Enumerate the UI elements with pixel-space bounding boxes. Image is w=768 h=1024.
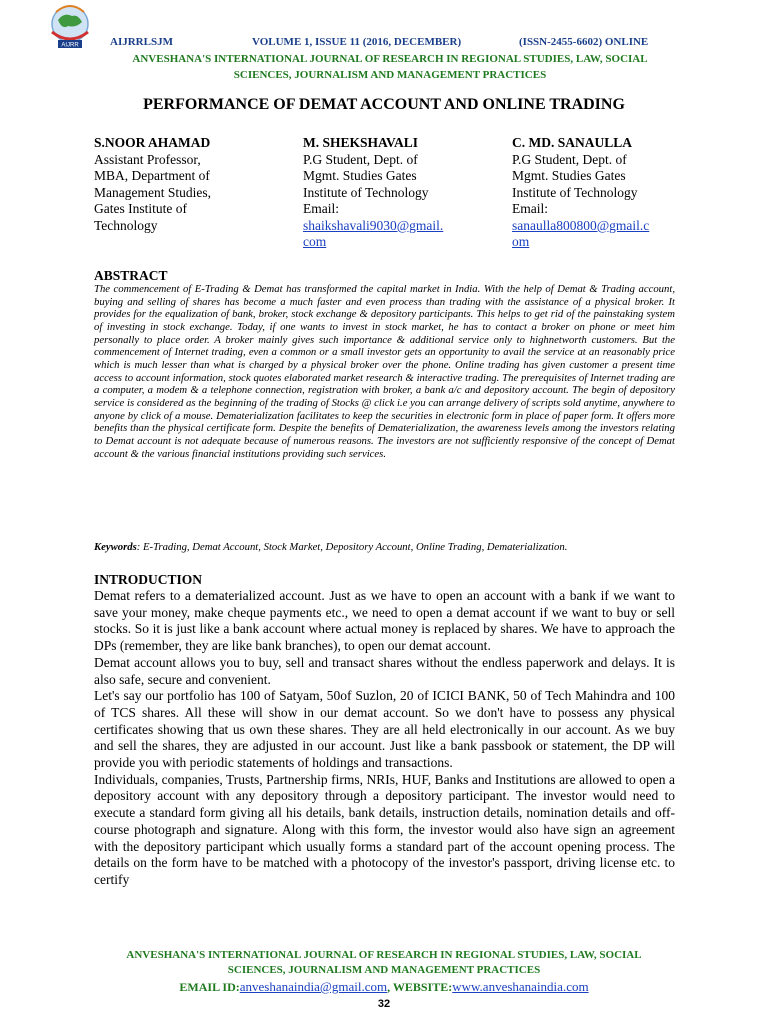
author-affiliation: Gates Institute of	[94, 201, 187, 216]
author-3	[512, 135, 722, 251]
paragraph: Let's say our portfolio has 100 of Satyam, 50of Suzlon, 20 of ICICI BANK, 50 of Tech Mahindra and 100 of TCS shares. All these will show in our demat account. So we don't have to possess any physical certificates showing that us own these shares. They are all held electronically in our account. As we buy and sell the shares, they are adjusted in our account. Just like a bank passbook or statement, the DP will provide you with periodic statements of holdings and transactions.	[94, 688, 675, 771]
keywords-label: Keywords	[94, 541, 137, 553]
journal-code: AIJRRLSJM	[110, 36, 173, 48]
paper-title: PERFORMANCE OF DEMAT ACCOUNT AND ONLINE TRADING	[143, 96, 625, 113]
footer-contact	[0, 979, 768, 995]
author-email-link[interactable]: sanaulla800800@gmail.c	[512, 217, 650, 233]
paragraph: Demat refers to a dematerialized account. Just as we have to open an account with a bank if we want to save your money, make cheque payments etc., we need to open a demat account if we want to buy or sell stocks. So it is just like a bank account where actual money is replaced by shares. We have to approach the DPs (remember, they are like bank branches), to open our demat account.	[94, 588, 675, 654]
keywords-list: : E-Trading, Demat Account, Stock Market, Depository Account, Online Trading, Dematerialization.	[136, 541, 568, 553]
paragraph: Individuals, companies, Trusts, Partnership firms, NRIs, HUF, Banks and Institutions are allowed to open a depository account with any depository through a depository participant. The investor would need to execute a standard form giving all his details, bank details, instruction details, nomination details and off-course photograph and signature. Along with this form, the investor would also have sign an agreement with the depository participant which usually forms a standard part of the account opening process. The details on the form have to be matched with a photocopy of the investor's passport, driving license etc. to certify	[94, 771, 675, 887]
footer-website-link[interactable]: www.anveshanaindia.com	[452, 979, 589, 994]
introduction-body	[94, 588, 675, 889]
author-affiliation: Mgmt. Studies Gates	[303, 168, 417, 183]
footer-journal-line1: ANVESHANA'S INTERNATIONAL JOURNAL OF RESEARCH IN REGIONAL STUDIES, LAW, SOCIAL	[126, 949, 642, 961]
author-1	[94, 135, 304, 234]
author-affiliation: Mgmt. Studies Gates	[512, 168, 626, 183]
abstract-text: The commencement of E-Trading & Demat has transformed the capital market in India. With the help of Demat & Trading account, buying and selling of shares has become a much faster and even process than trading with the assistance of a physical broker. It provides for the equalization of bank, broker, stock exchange & depository participants. This helps to get rid of the painstaking system of investing in stock exchange. Today, if one wants to invest in stock market, he has to contact a broker on phone or meet him personally to place order. A broker mainly gives such importance & additional service only to highnetworth customers. But the commencement of Internet trading, even a common or a small investor gets an opportunity to avail the service at an reasonably price which is much lesser than what is charged by a physical broker over the phone. Online trading has given customer a present time access to account information, stock quotes elaborated market research & interactive trading. The prerequisites of Internet trading are a computer, a modem & a telephone connection, registration with broker, a bank a/c and depository account. The begin of depository service is considered as the beginning of the trading of Stocks @ click i.e you can arrange delivery of scripts sold anytime, anywhere to anyone by click of a mouse. Dematerialization facilitates to keep the securities in electronic form in place of paper form. It offers more benefits than the physical certificate form. Despite the benefits of Dematerialization, the awareness levels among the investors relating to Demat account is not adequate because of numerous reasons. The investors are not sufficiently responsive of the concept of Demat account & the various financial institutions providing such services.	[94, 283, 675, 460]
author-affiliation: Institute of Technology	[512, 184, 638, 200]
author-affiliation: MBA, Department of	[94, 168, 210, 183]
author-affiliation: Institute of Technology	[303, 184, 429, 200]
author-email-link[interactable]: shaikshavali9030@gmail.	[303, 217, 444, 233]
page-number: 32	[377, 998, 391, 1010]
author-affiliation: Management Studies,	[94, 184, 211, 200]
author-name: S.NOOR AHAMAD	[94, 135, 211, 150]
author-affiliation: P.G Student, Dept. of	[303, 151, 418, 167]
volume-info: VOLUME 1, ISSUE 11 (2016, DECEMBER)	[252, 36, 462, 48]
journal-name-line2: SCIENCES, JOURNALISM AND MANAGEMENT PRACTICES	[233, 69, 547, 81]
author-name: M. SHEKSHAVALI	[303, 135, 419, 150]
website-label: , WEBSITE:	[387, 980, 453, 994]
introduction-heading: INTRODUCTION	[94, 572, 203, 587]
journal-header	[0, 36, 768, 50]
author-affiliation: P.G Student, Dept. of	[512, 151, 627, 167]
abstract-heading: ABSTRACT	[94, 268, 168, 283]
author-affiliation: Assistant Professor,	[94, 151, 201, 167]
author-affiliation: Technology	[94, 217, 158, 233]
issn: (ISSN-2455-6602) ONLINE	[519, 36, 649, 48]
author-affiliation: Email:	[303, 201, 339, 216]
author-name: C. MD. SANAULLA	[512, 135, 633, 150]
author-email-link[interactable]: com	[303, 234, 327, 249]
author-affiliation: Email:	[512, 201, 548, 216]
author-email-link[interactable]: om	[512, 234, 530, 249]
footer-email-link[interactable]: anveshanaindia@gmail.com	[239, 979, 388, 994]
author-2	[303, 135, 513, 251]
keywords	[94, 541, 694, 553]
paragraph: Demat account allows you to buy, sell and transact shares without the endless paperwork and delays. It is also safe, secure and convenient.	[94, 654, 675, 687]
footer-journal-line2: SCIENCES, JOURNALISM AND MANAGEMENT PRACTICES	[227, 964, 541, 976]
email-label: EMAIL ID:	[179, 980, 240, 994]
journal-name-line1: ANVESHANA'S INTERNATIONAL JOURNAL OF RESEARCH IN REGIONAL STUDIES, LAW, SOCIAL	[132, 53, 648, 65]
svg-text:AIJRR: AIJRR	[61, 42, 79, 49]
